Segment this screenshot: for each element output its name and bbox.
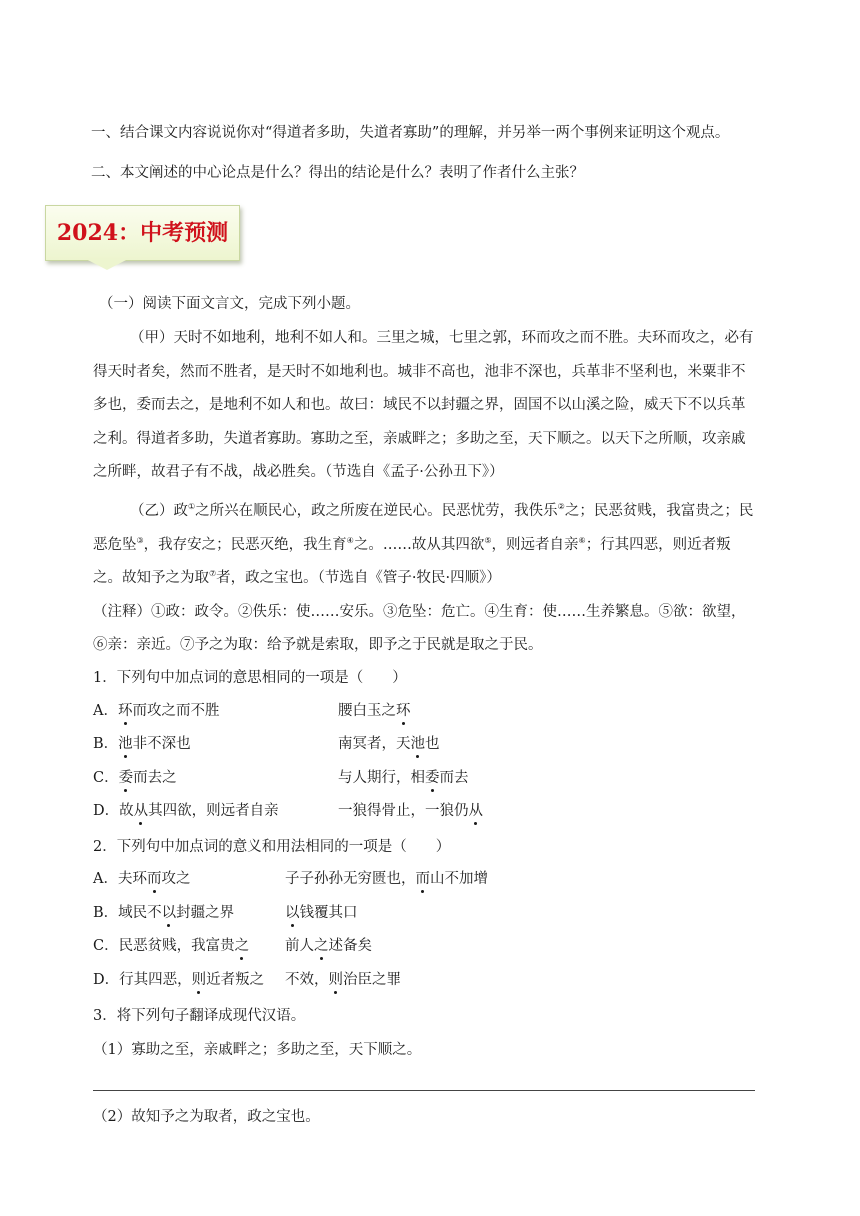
option-label: D． [93,803,120,819]
dotted-word: 以 [285,905,300,921]
dotted-word: 而 [146,871,162,887]
footnote-marker: ⑤ [484,535,492,545]
footnote-marker: ⑦ [209,569,217,579]
passage-yi-text: 之所兴在顺民心，政之所废在逆民心。民恶忧劳，我佚乐 [195,503,558,519]
section-badge [45,205,240,261]
review-question-1: 一、结合课文内容说说你对“得道者多助，失道者寡助”的理解，并另举一两个事例来证明这个观点。 [91,125,730,141]
q1-option-c [93,769,177,787]
q2-option-d-compare [285,971,401,989]
option-text: 攻之 [161,871,191,887]
q1-option-a-compare [338,702,411,720]
option-text: 民恶贫贱，我富贵 [118,938,235,954]
option-text: 也 [425,736,440,752]
review-question-2: 二、本文阐述的中心论点是什么？得出的结论是什么？表明了作者什么主张？ [91,165,584,181]
section-badge-title: 2024：中考预测 [56,220,229,246]
q1-option-c-compare [338,769,469,787]
q2-option-a-compare [285,870,488,888]
option-label: C． [93,938,119,954]
footnote-marker: ⑥ [578,535,586,545]
option-text: 夫环 [117,871,147,887]
passage-yi-text: 之；民恶贫贱，我富贵之；民恶危坠 [93,503,754,553]
notes-line-1: （注释）①政：政令。②佚乐：使……安乐。③危坠：危亡。④生育：使……生养繁息。⑤欲：欲望， [93,604,746,620]
footnote-marker: ④ [346,535,354,545]
question-1-stem: 1．下列句中加点词的意思相同的一项是（ ） [93,670,407,686]
notes-line-2: ⑥亲：亲近。⑦予之为取：给予就是索取，即予之于民就是取之于民。 [93,637,543,653]
question-3-stem: 3．将下列句子翻译成现代汉语。 [93,1008,306,1024]
q1-option-b [93,735,191,753]
q2-option-b-compare [285,904,358,922]
option-text: 山不加增 [430,871,488,887]
q2-option-c [93,937,249,955]
passage-yi-text: ，我存安之；民恶灭绝，我生育 [143,536,347,553]
option-text: 一狼得骨止，一狼仍 [338,803,469,819]
question-3-sub-2: （2）故知予之为取者，政之宝也。 [93,1109,320,1125]
option-label: B． [93,905,119,921]
option-label: A． [93,703,118,719]
answer-line[interactable] [93,1090,755,1091]
option-label: B． [93,736,119,752]
passage-yi-text: 者，政之宝也。（节选自《管子·牧民·四顺》） [216,570,501,586]
q2-option-d [93,971,264,989]
option-text: 腰白玉之 [338,703,396,719]
q1-option-d-compare [338,802,483,820]
dotted-word: 池 [118,736,133,752]
option-text: 其四欲，则远者自亲 [148,803,279,819]
question-3-sub-1: （1）寡助之至，亲戚畔之；多助之至，天下顺之。 [93,1042,422,1058]
option-text: 述备矣 [328,938,372,954]
option-text: 子子孙孙无穷匮也， [285,871,416,887]
option-text: 行其四恶， [119,972,192,988]
dotted-word: 则 [328,972,343,988]
question-2-stem: 2．下列句中加点词的意义和用法相同的一项是（ ） [93,839,451,855]
footnote-marker: ③ [136,535,144,545]
q2-option-b [93,904,234,922]
dotted-word: 之 [314,938,329,954]
dotted-word: 以 [161,905,177,921]
passage-yi-text: ，则远者自亲 [491,536,579,553]
dotted-word: 委 [118,770,134,786]
dotted-word: 环 [117,703,133,719]
option-text: 故 [119,803,134,819]
option-text: 而去 [439,770,469,786]
q2-option-c-compare [285,937,372,955]
option-label: A． [93,871,118,887]
option-text: 封疆之界 [176,905,235,921]
dotted-word: 而 [415,871,430,887]
passage-yi-text: ；行其四恶，则近者叛之。故知予之为取 [93,536,731,586]
passage-jia-text: （甲）天时不如地利，地利不如人和。三里之城，七里之郭，环而攻之而不胜。夫环而攻之，必有得天时者矣，然而不胜者，是天时不如地利也。城非不高也，池非不深也，兵革非不坚利也，米粟非不多也，委而去之，是地利不如人和也。故曰：域民不以封疆之界，固国不以山溪之险，威天下不以兵革之利。得道者多助，失道者寡助。寡助之至，亲戚畔之；多助之至，天下顺之。以天下之所顺，攻亲戚之所畔，故君子有不战，战必胜矣。（节选自《孟子·公孙丑下》） [93,330,754,480]
option-text: 南冥者，天 [338,736,411,752]
option-text: 而去之 [133,770,177,786]
q2-option-a [93,870,190,888]
dotted-word: 之 [234,938,250,954]
option-text: 钱覆其口 [299,905,358,921]
option-text: 与人期行，相 [338,770,425,786]
q1-option-b-compare [338,735,440,753]
option-label: D． [93,972,120,988]
footnote-marker: ② [557,502,565,512]
dotted-word: 则 [191,972,207,988]
passage-yi-text: （乙）政 [130,503,188,519]
option-text: 近者叛之 [206,972,265,988]
q1-option-a [93,702,219,720]
option-text: 而攻之而不胜 [132,703,220,719]
option-text: 不效， [285,972,329,988]
dotted-word: 池 [410,736,425,752]
dotted-word: 从 [468,803,483,819]
footnote-marker: ① [188,502,196,512]
option-text: 治臣之罪 [343,972,401,988]
option-text: 前人 [285,938,314,954]
passage-jia [93,322,758,490]
dotted-word: 从 [133,803,149,819]
passage-yi [93,495,758,596]
option-text: 非不深也 [132,736,191,752]
dotted-word: 委 [425,770,440,786]
q1-option-d [93,802,279,820]
badge-pointer [84,258,130,270]
option-text: 域民不 [118,905,162,921]
dotted-word: 环 [396,703,411,719]
option-label: C． [93,770,119,786]
section-intro: （一）阅读下面文言文，完成下列小题。 [99,296,360,312]
passage-yi-text: 之。……故从其四欲 [353,536,485,553]
